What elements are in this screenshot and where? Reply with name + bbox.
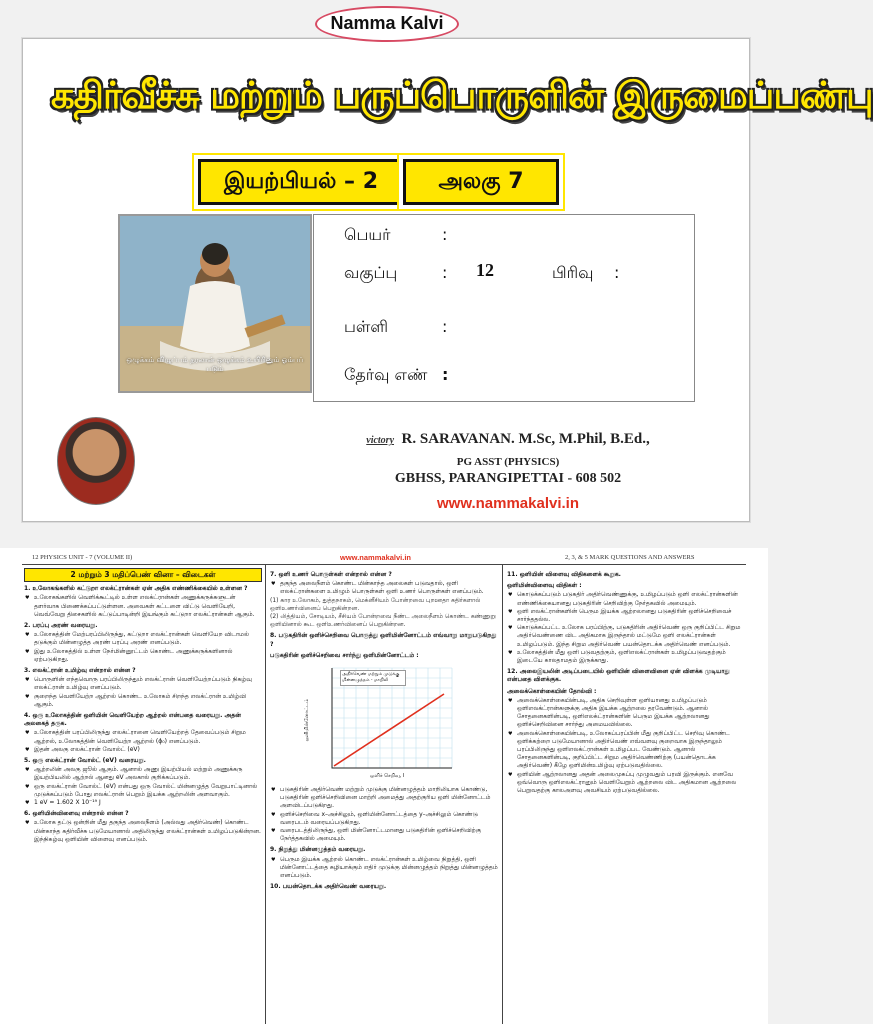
sheet-header-website[interactable]: www.nammakalvi.in — [340, 553, 411, 562]
question-text: 8. படுகதிரின் ஒளிச்செறிவை பொருத்து ஒளிமின்னோட்டம் எவ்வாறு மாறுபடுகிறது ? — [270, 632, 497, 648]
answer-bullet: ♥ ஒளி எலக்ட்ரான்களின் பெரும இயக்க ஆற்றலானது படுகதிரின் ஒளிச்செறிவைச் சார்ந்ததல்ல. — [507, 608, 743, 624]
question-text: 4. ஒரு உலோகத்தின் ஒளியின் வெளியேற்ற ஆற்றல் என்பதை வரையறு. அதன் அலகைத் தருக. — [24, 712, 241, 728]
question-text: 12. அலைஇயலின் அடிப்படையில் ஒளியின் விளைவினை ஏன் விளக்க முடியாது என்பதை விளக்குக. — [507, 668, 730, 684]
unit-label: அலகு 7 — [403, 159, 559, 205]
brand-badge: Namma Kalvi — [315, 6, 459, 42]
graph-x-label: ஒளிச் செறிவு, I — [370, 773, 405, 780]
cover-title: கதிர்வீச்சு மற்றும் பருப்பொருளின் இருமைப்பண்பு — [51, 74, 873, 117]
question-text: 6. ஒளியின்விளைவு என்றால் என்ன ? — [24, 810, 129, 818]
answer-bullet: ♥ பொருளின் எந்தவொரு பரப்பிலிருந்தும் எலக்ட்ரான் வெளியேற்றப்படும் நிகழ்வு எலக்ட்ரான் உமிழ்வு எனப்படும். — [24, 676, 262, 692]
name-field[interactable] — [464, 223, 674, 245]
header-rule — [22, 564, 746, 565]
notes-page — [0, 548, 768, 1024]
answer-bullet: ♥ உலோகங்களில் வெளிக்கூட்டில் உள்ள எலக்ட்ரான்கள் அணுக்கருக்களுடன் தளர்வாக பிணைக்கப்பட்டுள்ளன. அவைகள் கட்டளை விட்டு வெளியேறி, வெவ்வேறு திசைகளில் கட்டுப்பாடின்றி இயங்கும் கட்டுறா எலக்ட்ரான்கள் ஆகும். — [24, 594, 262, 619]
photocurrent-line — [334, 694, 444, 766]
school-label: பள்ளி — [344, 317, 389, 336]
school-colon: : — [442, 317, 448, 336]
answer-bullet: ♥ ஒளிச்செறிவை x–அச்சிலும், ஒளிமின்னோட்டத்தை y–அச்சிலும் கொண்டு வரைபடம் வரையப்படுகிறது. — [270, 811, 498, 827]
answer-bullet: ♥ உலோகத்தின் மேற்பரப்பிலிருந்து, கட்டுறா எலக்ட்ரான்கள் வெளியேற விடாமல் தடுக்கும் மின்னழுத்த அரண் பரப்பு அரண் எனப்படும். — [24, 631, 262, 647]
class-colon: : — [442, 263, 448, 282]
author-school: GBHSS, PARANGIPETTAI - 608 502 — [394, 471, 622, 486]
author-designation: PG ASST (PHYSICS) — [456, 456, 560, 468]
class-value: 12 — [476, 260, 494, 280]
question-text: அலைக்கொள்கையின் தோல்வி : — [507, 687, 597, 695]
question-text: 11. ஒளியின் விளைவு விதிகளைக் கூறுக. — [507, 571, 621, 578]
answer-bullet: ♥ அலைக்கொள்கையின்படி, உலோகப்பரப்பின் மீது குறிப்பிட்ட செறிவு கொண்ட ஒளிக்கற்றை படுமேயானால் அதிர்வெண் எவ்வளவு குறைவாக இருந்தாலும் பரப்பிலிருந்து ஒளிஎலக்ட்ரான்கள் உமிழப்பட வேண்டும். ஆனால் சோதனைகளின்படி, குறிப்பிட்ட சிறும அதிர்வெண்ணிற்கு (பயன்தொடக்க அதிர்வெண்) கீழே ஒளிமின்உமிழ்வு ஏற்படுவதில்லை. — [507, 730, 743, 771]
sheet-header-right: 2, 3, & 5 MARK QUESTIONS AND ANSWERS — [565, 554, 695, 561]
answer-bullet: ♥ ஒரு எலக்ட்ரான் வோல்ட் (eV) என்பது ஒரு வோல்ட் மின்னழுத்த வேறுபாட்டினால் முடுக்கப்படும் போது எலக்ட்ரான் பெறும் இயக்க ஆற்றலின் அளவாகும். — [24, 783, 262, 799]
column-2 — [270, 568, 498, 892]
answer-bullet: ♥ குறைந்த வெளியேற்ற ஆற்றல் கொண்ட உலோகம் சிறந்த எலக்ட்ரான் உமிழ்வி ஆகும். — [24, 693, 262, 709]
exam-number-colon: : — [442, 365, 449, 384]
website-link[interactable]: www.nammakalvi.in — [437, 495, 579, 512]
author-block — [263, 431, 753, 512]
column-1 — [24, 568, 262, 844]
author-photo — [57, 417, 135, 505]
section-label: பிரிவு — [552, 263, 594, 282]
column-heading: 2 மற்றும் 3 மதிப்பெண் வினா – விடைகள் — [24, 568, 262, 582]
column-3 — [507, 568, 743, 795]
sheet-header-left: 12 PHYSICS UNIT - 7 (VOLUME II) — [32, 554, 133, 561]
name-colon: : — [442, 225, 448, 244]
answer-bullet: ♥ ஒளியின் ஆற்றலானது அதன் அலைமுகப்பு முழுவதும் பரவி இருக்கும். எனவே ஒவ்வொரு ஒளிஎலக்ட்ரானும் வெளியேறும் ஆற்றலை விட அதிகமான ஆற்றலை பெறுவதற்கு காலஅளவு அவசியம் ஏற்படுவதில்லை. — [507, 771, 743, 796]
graph-legend: அதிர்வெண் மற்றும் முடுக்கு மின்னழுத்தம் - மாறிலி — [340, 670, 406, 686]
question-text: 3. எலக்ட்ரான் உமிழ்வு என்றால் என்ன ? — [24, 667, 136, 675]
section-colon: : — [614, 263, 620, 282]
student-details-form — [313, 214, 695, 402]
author-prefix: victory — [366, 435, 395, 446]
thiruvalluvar-image — [118, 214, 312, 393]
column-divider-1 — [265, 564, 266, 1024]
answer-bullet: ♥ படுகதிரின் அதிர்வெண் மற்றும் முடுக்கு மின்னழுத்தம் மாறிலியாக கொண்டு, படுகதிரின் ஒளிச்செறிவினை மாற்றி அமைத்து அதற்குரிய ஒளி மின்னோட்டம் அளவிடப்படுகிறது. — [270, 786, 498, 811]
answer-bullet: ♥ வரைபடத்திலிருந்து, ஒளி மின்னோட்டமானது படுகதிரின் ஒளிச்செறிவிற்கு நேர்த்தகவில் அமையும். — [270, 827, 498, 843]
exam-number-label: தேர்வு எண் — [344, 365, 428, 384]
answer-bullet: ♥ பெரும இயக்க ஆற்றல் கொண்ட எலக்ட்ரான்கள் உமிழ்வை நிறுத்தி, ஒளி மின்னோட்டத்தை சுழியாக்கும் எதிர் முடுக்கு மின்னழுத்தம் நிறுத்து மின்னழுத்தம் எனப்படும். — [270, 856, 498, 881]
question-text: படுகதிரின் ஒளிச்செறிவை சார்ந்து ஒளிமின்னோட்டம் : — [270, 651, 419, 659]
answer-bullet: ♥ உலோகத்தின் மீது ஒளி படுவதற்கும், ஒளிஎலக்ட்ரான்கள் உமிழப்படுவதற்கும் இடையே காலதாமதம் இருக்காது. — [507, 649, 743, 665]
answer-bullet: ♥ 1 eV = 1.602 X 10⁻¹⁹ J — [24, 799, 262, 807]
cover-page — [22, 38, 873, 522]
column-divider-2 — [502, 564, 503, 1024]
answer-bullet: ♥ இதன் அலகு எலக்ட்ரான் வோல்ட் (eV) — [24, 746, 262, 754]
answer-bullet: ♥ அலைக்கொள்கையின்படி, அதிக செறிவுள்ள ஒளியானது உமிழப்படும் ஒளிஎலக்ட்ரான்களுக்கு அதிக இயக்க ஆற்றலை தரவேண்டும். ஆனால் சோதனைகளின்படி, ஒளிஎலக்ட்ரான்களின் பெரும இயக்க ஆற்றலானது ஒளிச்செறிவினை சார்ந்து அமையவில்லை. — [507, 697, 743, 730]
answer-bullet: ♥ கொடுக்கப்படும் படுகதிர் அதிர்வெண்ணுக்கு, உமிழப்படும் ஒளி எலக்ட்ரான்களின் எண்ணிக்கையானது படுகதிரின் செறிவிற்கு நேர்தகவில் அமையும். — [507, 591, 743, 607]
question-text: 9. நிறுத்து மின்னழுத்தம் வரையறு. — [270, 846, 366, 854]
author-name: R. SARAVANAN. M.Sc, M.Phil, B.Ed., — [401, 431, 650, 447]
answer-bullet: ♥ உலோகத்தின் பரப்பிலிருந்து எலக்ட்ரானை வெளியேற்றத் தேவைப்படும் சிறும ஆற்றல், உலோகத்தின் வெளியேற்ற ஆற்றல் (ϕ₀) எனப்படும். — [24, 729, 262, 745]
class-label: வகுப்பு — [344, 263, 398, 282]
question-text: 7. ஒளி உணர் பொருள்கள் என்றால் என்ன ? — [270, 571, 392, 578]
question-text: ஒளிமின்விளைவு விதிகள் : — [507, 582, 582, 590]
photocurrent-intensity-graph — [304, 664, 460, 782]
question-text: 2. பரப்பு அரண் வரையறு. — [24, 622, 98, 630]
answer-subpoint: (1) கார உலோகம், துத்தநாகம், மெக்னீசியம் போன்றவை புறஊதா கதிர்களால் ஒளிஉணர்வினைப் பெறுகின்றன. — [270, 596, 481, 612]
answer-bullet: ♥ உலோக தட்டு ஒன்றின் மீது தகுந்த அலைநீளம் (அல்லது அதிர்வெண்) கொண்ட மின்காந்த கதிர்வீச்சு படுமேயானால் அதிலிருந்து எலக்ட்ரான்கள் உமிழப்படுகின்றன. இந்நிகழ்வு ஒளியின் விளைவு எனப்படும். — [24, 819, 262, 844]
question-text: 10. பயன்தொடக்க அதிர்வெண் வரையறு. — [270, 883, 387, 891]
name-label: பெயர் — [344, 225, 391, 244]
graph-y-label: ஒளிமின்னோட்டம் — [304, 698, 311, 742]
answer-bullet: ♥ தகுந்த அலைநீளம் கொண்ட மின்காந்த அலைகள் படுவதால், ஒளி எலக்ட்ரான்களை உமிழும் பொருள்கள் ஒளி உணர் பொருள்கள் எனப்படும். — [270, 580, 498, 596]
question-text: 5. ஒரு எலக்ட்ரான் வோல்ட் (eV) வரையறு. — [24, 757, 146, 765]
answer-bullet: ♥ ஆற்றலின் அலகு ஜூல் ஆகும். ஆனால் அணு இயற்பியல் மற்றும் அணுக்கரு இயற்பியலில் ஆற்றல் ஆனது eV அலகால் குறிக்கப்படும். — [24, 766, 262, 782]
question-text: 1. உலோகங்களில் கட்டுறா எலக்ட்ரான்கள் ஏன் அதிக எண்ணிக்கையில் உள்ளன ? — [24, 585, 248, 593]
answer-subpoint: (2) லித்தியம், சோடியம், சீசியம் போன்றவை நீண்ட அலைநீளம் கொண்ட கண்ணுறு ஒளியினால் கூட ஒளிஉணர்வினைப் பெறுகின்றன. — [270, 613, 496, 629]
image-caption: ஒழுக்கம் விழுப்பம் தரலான் ஒழுக்கம் உயிரினும் ஓம்பப் படும் — [126, 356, 304, 373]
answer-bullet: ♥ இது உலோகத்தில் உள்ள நேர்மின்னூட்டம் கொண்ட அணுக்கருக்களினால் ஏற்படுகிறது. — [24, 648, 262, 664]
subject-label: இயற்பியல் – 2 — [198, 159, 404, 205]
answer-bullet: ♥ கொடுக்கப்பட்ட உலோக பரப்பிற்கு, படுகதிரின் அதிர்வெண் ஒரு குறிப்பிட்ட சிறும அதிர்வெண்ணை விட அதிகமாக இருந்தால் மட்டுமே ஒளி எலக்ட்ரான்கள் உமிழப்படும். இந்த சிறும அதிர்வெண் பயன்தொடக்க அதிர்வெண் எனப்படும். — [507, 624, 743, 649]
